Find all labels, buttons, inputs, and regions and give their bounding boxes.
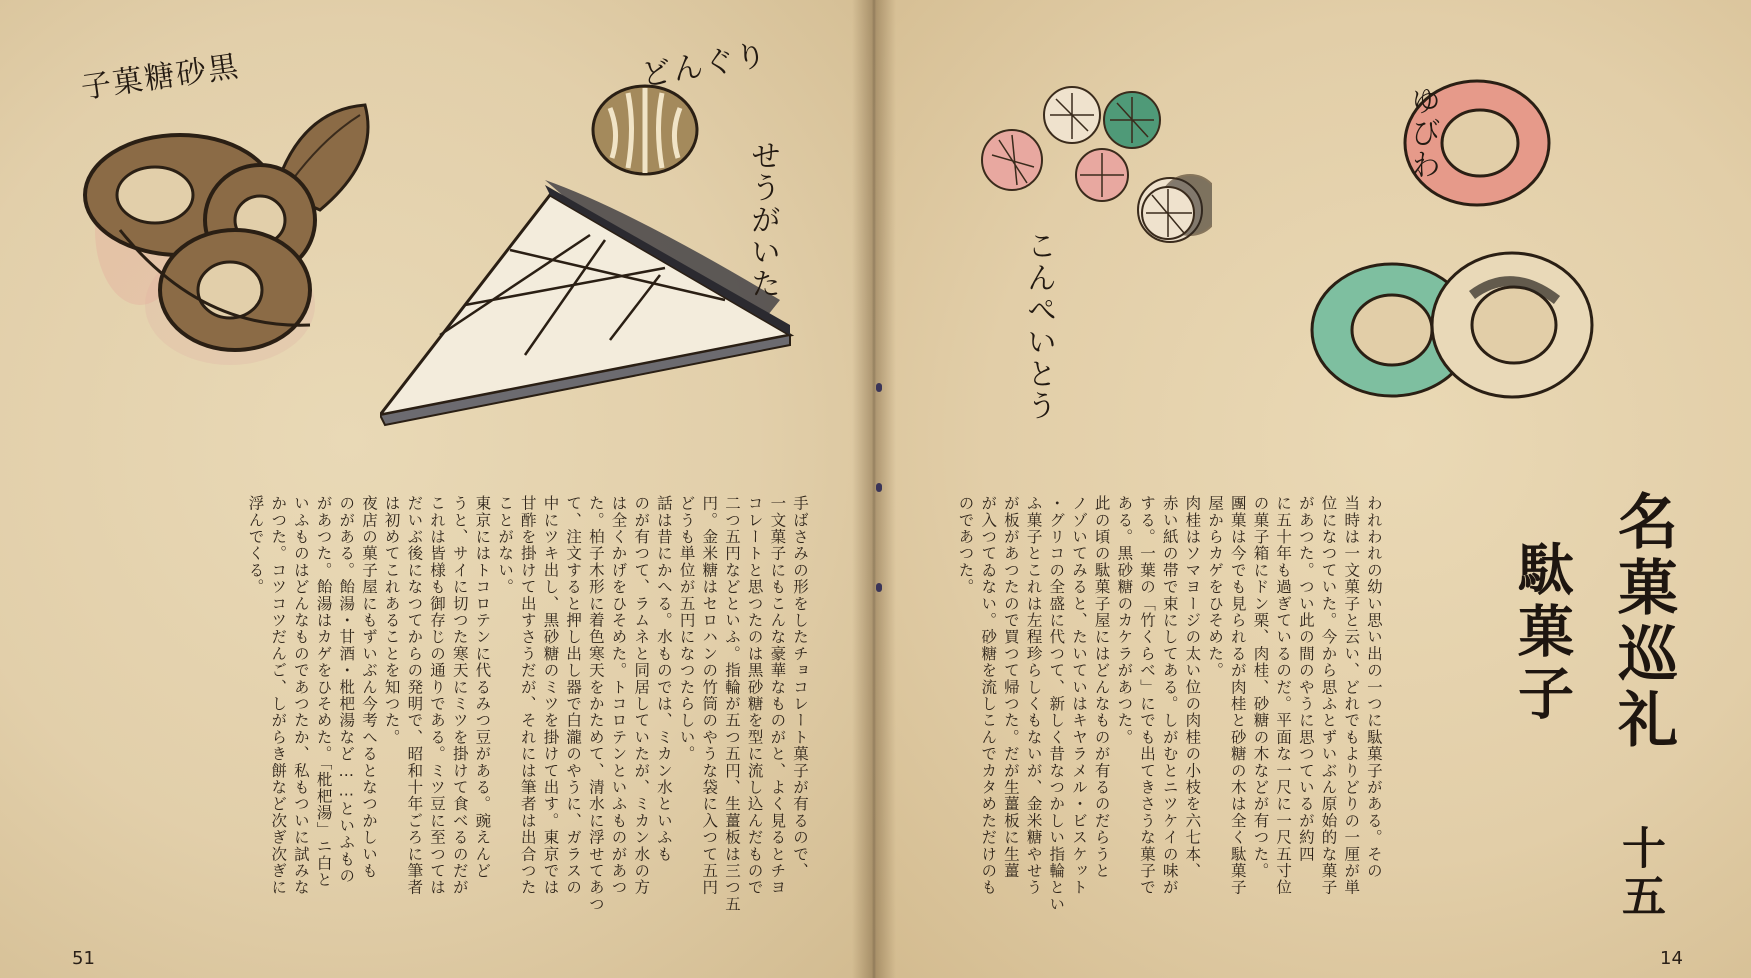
- right-page: [872, 0, 1751, 978]
- text-column: 話は昔にかへる。水ものでは、ミカン水といふも: [654, 495, 673, 863]
- text-column: 当時は一文菓子と云い、どれでもよりどりの一厘が単: [1342, 495, 1361, 896]
- text-column: 一文菓子にもこんな豪華なものがと、よく見るとチヨ: [768, 495, 787, 896]
- left-page-body: [247, 495, 807, 935]
- text-column: が板があつたので買つて帰つた。だが生薑板に生薑: [1001, 495, 1020, 880]
- text-column: かつた。コツコツだんご、しがらき餅など次ぎ次ぎに: [269, 495, 288, 896]
- staple-bottom: [876, 583, 882, 592]
- konpeito-illustration: [972, 85, 1212, 275]
- binding-gutter: [852, 0, 896, 978]
- text-column: は初めてこれあることを知つた。: [382, 495, 401, 746]
- text-column: 赤い紙の帯で束にしてある。しがむとニツケイの味が: [1160, 495, 1179, 896]
- text-column: の菓子箱にドン栗、肉桂、砂糖の木などが有つた。: [1251, 495, 1270, 880]
- text-column: ・グリコの全盛に代つて、新しく昔なつかしい指輪とい: [1047, 495, 1066, 913]
- text-column: のが有つて、ラムネと同居していたが、ミカン水の方: [632, 495, 651, 896]
- page-number-left: 51: [72, 948, 95, 969]
- text-column: ある。黒砂糖のカケラがあつた。: [1115, 495, 1134, 746]
- text-column: 甘酢を掛けて出すさうだが、それには筆者は出合つた: [518, 495, 537, 896]
- yubiwa-rings-illustration: [1302, 75, 1642, 415]
- text-column: 中にツキ出し、黒砂糖のミツを掛けて出す。東京では: [541, 495, 560, 896]
- text-column: 屋からカゲをひそめた。: [1206, 495, 1225, 679]
- text-column: だいぶ後になつてからの発明で、昭和十年ごろに筆者: [405, 495, 424, 896]
- text-column: に五十年も過ぎているのだ。平面な一尺に一尺五寸位: [1274, 495, 1293, 896]
- text-column: 二つ五円などといふ。指輪が五つ五円、生薑板は三つ五: [722, 495, 741, 913]
- text-column: 円。金米糖はセロハンの竹筒のやうな袋に入つて五円: [700, 495, 719, 896]
- label-konpeito: こんぺいとう: [1021, 230, 1056, 422]
- text-column: ことがない。: [496, 495, 515, 596]
- text-column: のがある。飴湯・甘酒・枇杷湯など……といふもの: [337, 495, 356, 885]
- text-column: われわれの幼い思い出の一つに駄菓子がある。その: [1364, 495, 1383, 880]
- text-column: 肉桂はソマヨージの太い位の肉桂の小枝を六七本、: [1183, 495, 1202, 880]
- text-column: のであつた。: [956, 495, 975, 596]
- page-number-right: 14: [1660, 948, 1683, 969]
- text-column: は全くかげをひそめた。トコロテンといふものがあつ: [609, 495, 628, 896]
- text-column: 團菓は今でも見られるが肉桂と砂糖の木は全く駄菓子: [1228, 495, 1247, 896]
- label-kurozato-gashi: 黒砂糖菓子: [78, 49, 243, 106]
- staple-middle: [876, 483, 882, 492]
- text-column: 手ばさみの形をしたチョコレート菓子が有るので、: [791, 495, 809, 880]
- sugaita-candy-illustration: [380, 180, 800, 430]
- text-column: どうも単位が五円になつたらしい。: [677, 495, 696, 763]
- text-column: た。柏子木形に着色寒天をかためて、清水に浮せてあつ: [586, 495, 605, 913]
- article-title: 名菓巡礼: [1608, 490, 1678, 754]
- text-column: ノゾいてみると、たいていはキヤラメル・ビスケット: [1069, 495, 1088, 896]
- text-column: コレートと思つたのは黒砂糖を型に流し込んだもので: [745, 495, 764, 896]
- staple-top: [876, 383, 882, 392]
- issue-number: 十五: [1614, 825, 1665, 921]
- kurozato-candy-illustration: [80, 80, 380, 380]
- left-page: [0, 0, 872, 978]
- text-column: 位になつていた。今から思ふとずいぶん原始的な菓子: [1319, 495, 1338, 896]
- text-column: があつた。飴湯はカゲをひそめた。「枇杷湯」ニ白と: [314, 495, 333, 889]
- label-donguri: どんぐり: [638, 37, 771, 94]
- text-column: 浮んでくる。: [246, 495, 265, 596]
- right-page-body: [957, 495, 1381, 935]
- text-column: 東京にはトコロテンに代るみつ豆がある。豌えんど: [473, 495, 492, 880]
- text-column: て、注文すると押し出し器で白瀧のやうに、ガラスの: [564, 495, 583, 896]
- text-column: 夜店の菓子屋にもずいぶん今考へるとなつかしいも: [359, 495, 378, 880]
- text-column: これは皆様も御存じの通りである。ミツ豆に至つては: [428, 495, 446, 896]
- text-column: いふものはどんなものであつたか、私もついに試みな: [291, 495, 310, 896]
- text-column: うと、サイに切つた寒天にミツを掛けて食べるのだが: [450, 495, 469, 896]
- text-column: 此の頃の駄菓子屋にはどんなものが有るのだらうと: [1092, 495, 1111, 880]
- text-column: ふ菓子とこれは左程珍らしくもないが、金米糖やせう: [1024, 495, 1043, 896]
- label-sugaita: せうがいた: [745, 140, 780, 300]
- text-column: する。一葉の「竹くらべ」にでも出てきさうな菓子で: [1138, 495, 1156, 896]
- article-subtitle: 駄菓子: [1509, 540, 1575, 726]
- text-column: があつた。つい此の間のやうに思つているが約四: [1296, 495, 1315, 863]
- text-column: が入つてゐない。砂糖を流しこんでカタめただけのも: [979, 495, 998, 896]
- label-yubiwa: ゆびわ: [1405, 85, 1440, 181]
